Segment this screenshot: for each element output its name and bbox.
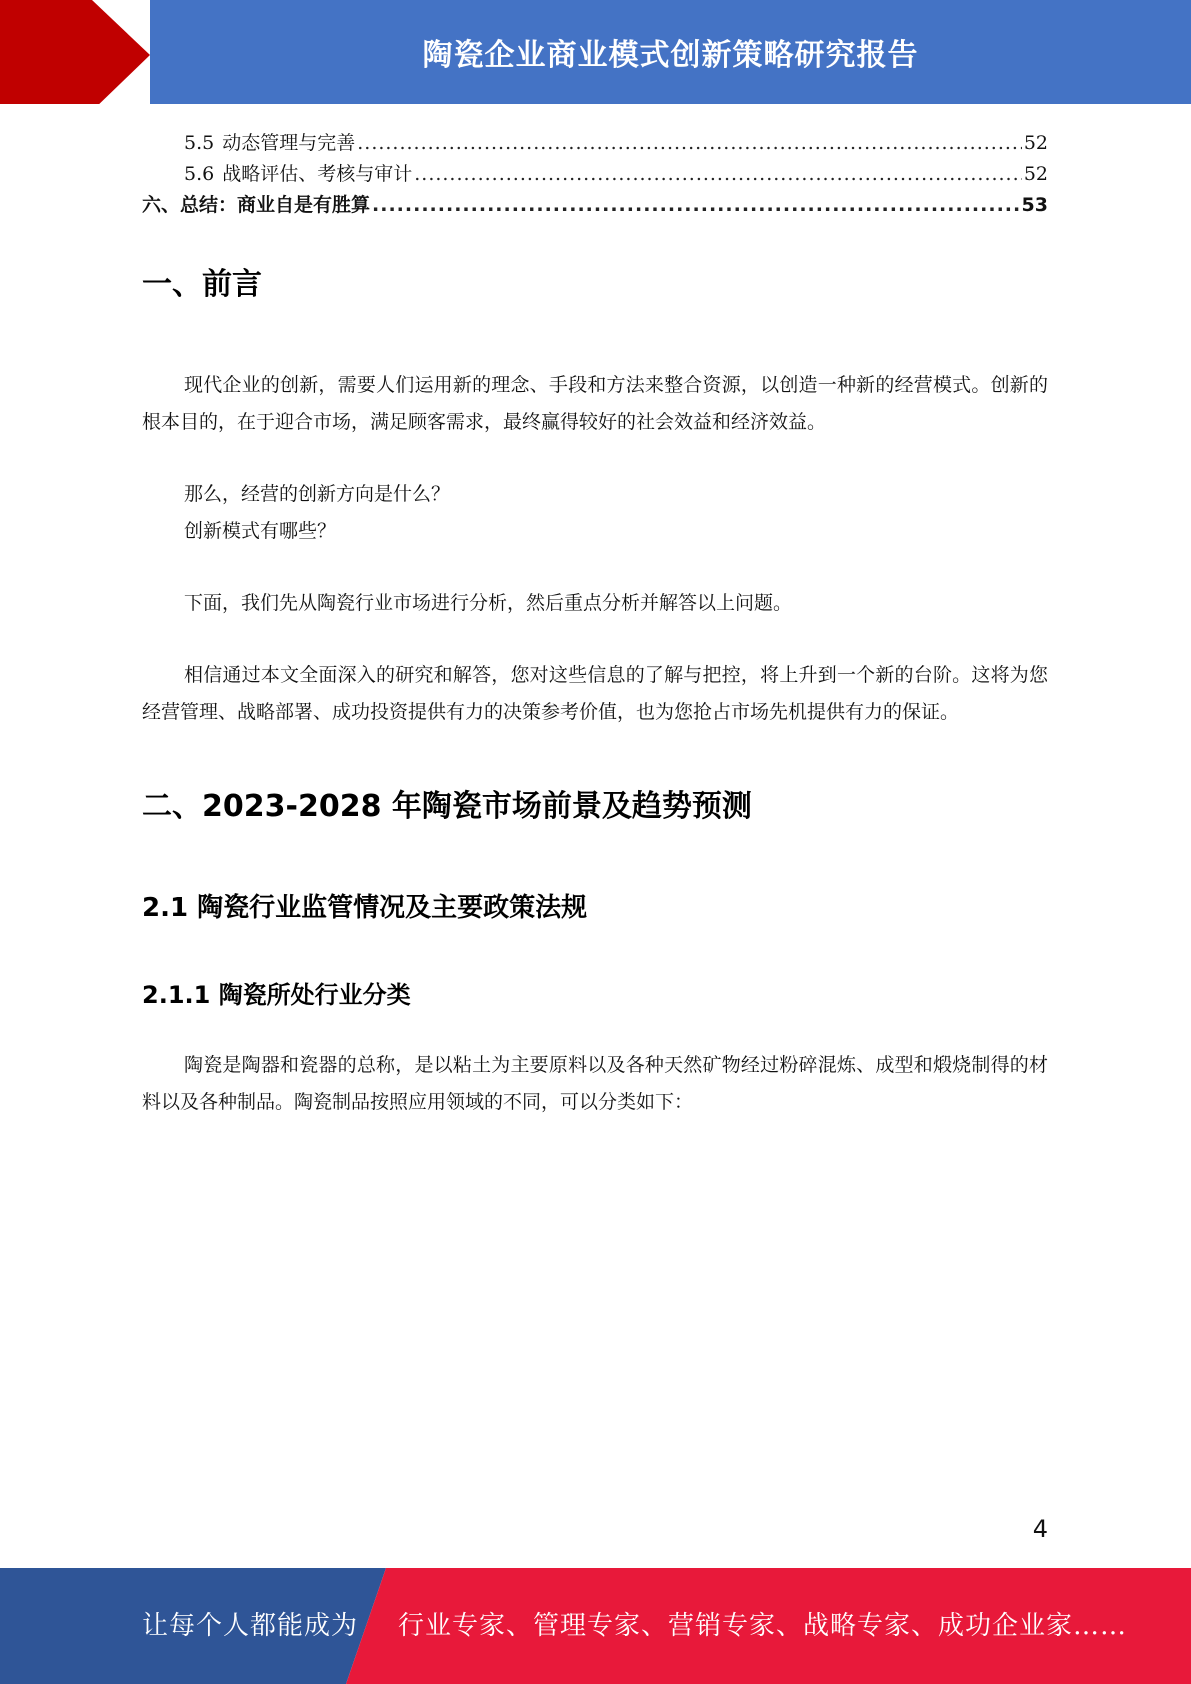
toc-entry-5-5[interactable] bbox=[142, 128, 1048, 159]
toc-leader-dots bbox=[414, 159, 1022, 190]
paragraph: 下面，我们先从陶瓷行业市场进行分析，然后重点分析并解答以上问题。 bbox=[184, 592, 793, 614]
toc-entry-number: 5.5 bbox=[184, 132, 215, 154]
document-title: 陶瓷企业商业模式创新策略研究报告 bbox=[422, 38, 919, 73]
toc-entry-label: 战略评估、考核与审计 bbox=[222, 163, 413, 185]
header-bottom-line bbox=[0, 104, 1191, 111]
page-header bbox=[0, 0, 1191, 111]
toc-entry-label: 六、总结：商业自是有胜算 bbox=[142, 194, 371, 216]
footer-slogan-left: 让每个人都能成为 bbox=[142, 1611, 359, 1641]
section-heading-market: 二、2023-2028 年陶瓷市场前景及趋势预测 bbox=[142, 789, 752, 824]
toc-entry-page: 52 bbox=[1023, 132, 1048, 154]
page-number: 4 bbox=[1032, 1515, 1048, 1543]
main-content bbox=[142, 255, 1048, 1121]
table-of-contents bbox=[142, 128, 1048, 221]
subsubsection-heading: 2.1.1 陶瓷所处行业分类 bbox=[142, 981, 411, 1009]
toc-entry-label: 动态管理与完善 bbox=[222, 132, 356, 154]
toc-leader-dots bbox=[357, 128, 1022, 159]
footer-slogan-right: 行业专家、管理专家、营销专家、战略专家、成功企业家…… bbox=[398, 1611, 1128, 1641]
toc-entry-page: 52 bbox=[1023, 163, 1048, 185]
section-heading-preface: 一、前言 bbox=[142, 267, 262, 302]
page-footer bbox=[0, 1568, 1191, 1684]
toc-entry-page: 53 bbox=[1021, 194, 1048, 216]
paragraph: 创新模式有哪些？ bbox=[184, 520, 337, 542]
paragraph: 那么，经营的创新方向是什么？ bbox=[184, 483, 451, 505]
subsection-heading: 2.1 陶瓷行业监管情况及主要政策法规 bbox=[142, 893, 588, 923]
toc-leader-dots bbox=[372, 190, 1020, 221]
paragraph: 相信通过本文全面深入的研究和解答，您对这些信息的了解与把控，将上升到一个新的台阶。这将为您经营管理、战略部署、成功投资提供有力的决策参考价值，也为您抢占市场先机提供有力的保证。 bbox=[142, 664, 1048, 723]
toc-entry-5-6[interactable] bbox=[142, 159, 1048, 190]
toc-entry-number: 5.6 bbox=[184, 163, 215, 185]
paragraph: 陶瓷是陶器和瓷器的总称，是以粘土为主要原料以及各种天然矿物经过粉碎混炼、成型和煅烧制得的材料以及各种制品。陶瓷制品按照应用领域的不同，可以分类如下： bbox=[142, 1054, 1048, 1113]
toc-entry-6[interactable] bbox=[142, 190, 1048, 221]
paragraph: 现代企业的创新，需要人们运用新的理念、手段和方法来整合资源，以创造一种新的经营模式。创新的根本目的，在于迎合市场，满足顾客需求，最终赢得较好的社会效益和经济效益。 bbox=[142, 374, 1048, 433]
